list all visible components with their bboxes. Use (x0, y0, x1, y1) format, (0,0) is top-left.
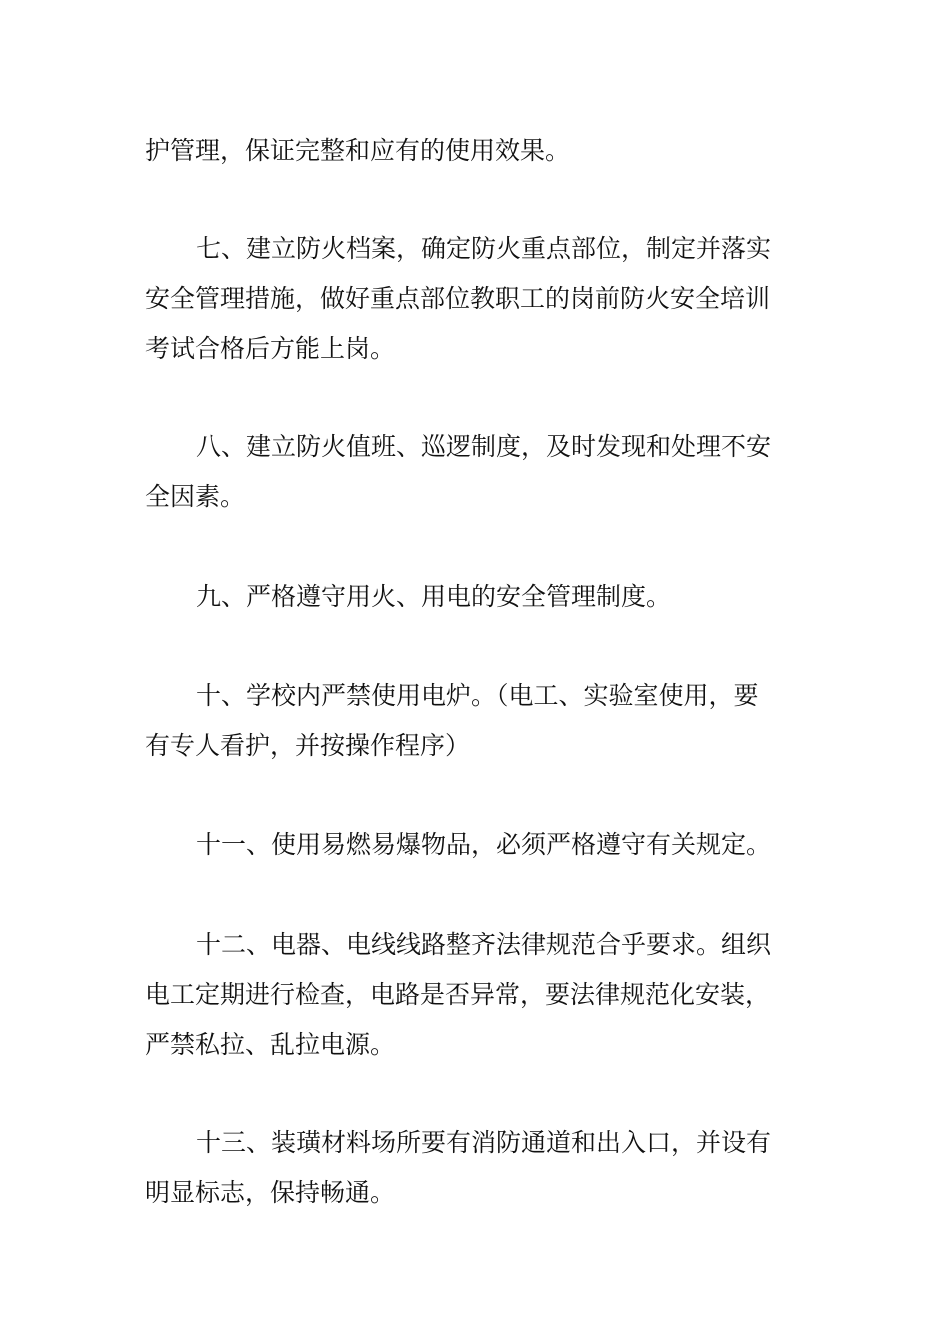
clause-8-line-2: 全因素。 (145, 482, 246, 511)
clause-8-line-1: 八、建立防火值班、巡逻制度，及时发现和处理不安 (196, 432, 772, 461)
clause-13-line-2: 明显标志，保持畅通。 (145, 1178, 396, 1207)
clause-10-line-1: 十、学校内严禁使用电炉。（电工、实验室使用，要 (196, 681, 759, 710)
clause-12-line-1: 十二、电器、电线线路整齐法律规范合乎要求。组织 (196, 930, 772, 959)
paragraph-continuation-line: 护管理，保证完整和应有的使用效果。 (145, 136, 571, 165)
clause-12-line-2: 电工定期进行检查，电路是否异常，要法律规范化安装， (145, 980, 771, 1009)
clause-7-line-3: 考试合格后方能上岗。 (145, 334, 396, 363)
clause-12-line-3: 严禁私拉、乱拉电源。 (145, 1030, 396, 1059)
clause-9-line-1: 九、严格遵守用火、用电的安全管理制度。 (196, 582, 672, 611)
clause-11-line-1: 十一、使用易燃易爆物品，必须严格遵守有关规定。 (196, 830, 772, 859)
clause-7-line-2: 安全管理措施，做好重点部位教职工的岗前防火安全培训 (145, 284, 771, 313)
clause-13-line-1: 十三、装璜材料场所要有消防通道和出入口，并设有 (196, 1128, 772, 1157)
clause-7-line-1: 七、建立防火档案，确定防火重点部位，制定并落实 (196, 234, 772, 263)
clause-10-line-2: 有专人看护，并按操作程序） (145, 731, 471, 760)
